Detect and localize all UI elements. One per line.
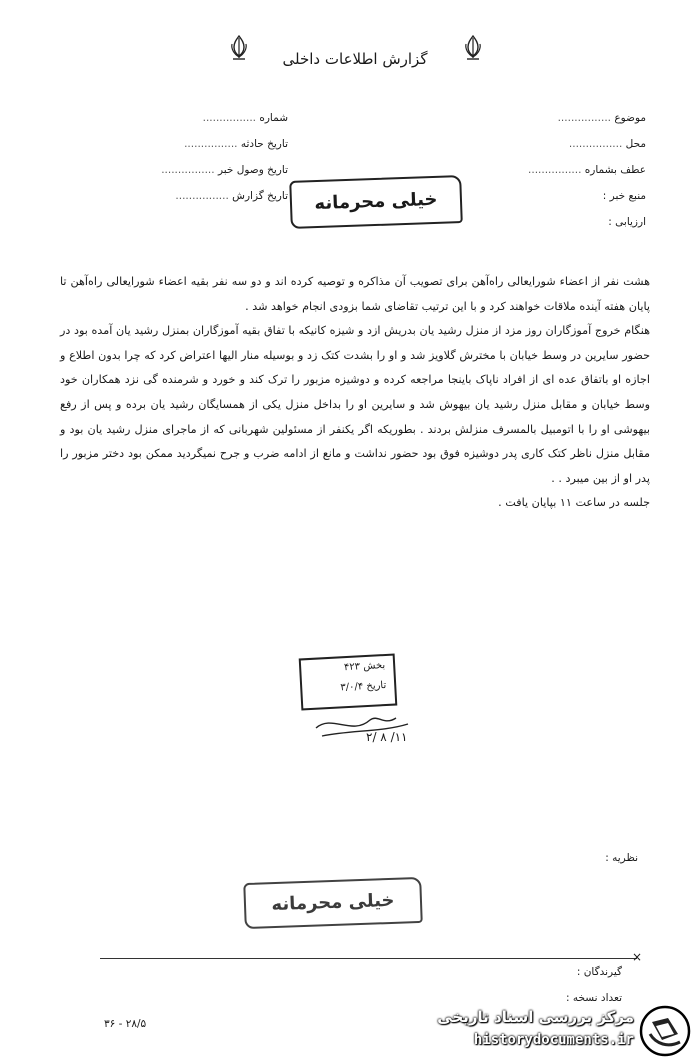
signature-number: ۲/ ۸ /۱۱	[366, 730, 408, 744]
opinion-label: نظریه :	[605, 852, 638, 864]
report-body	[60, 270, 650, 516]
field-number	[203, 112, 288, 124]
field-source	[603, 190, 646, 202]
field-reference	[528, 164, 646, 176]
field-label: عطف بشماره	[584, 164, 646, 176]
field-value: ................	[161, 164, 215, 176]
registration-number: بخش ۴۲۳	[343, 660, 386, 674]
field-evaluation	[608, 216, 646, 228]
field-value: ................	[568, 138, 623, 150]
field-value: ................	[202, 112, 257, 124]
registration-date: تاریخ ۳/۰/۴	[340, 680, 387, 694]
watermark	[410, 1000, 698, 1062]
field-incident-date	[184, 138, 288, 150]
field-label: محل	[625, 138, 646, 150]
recipients-label: گیرندگان :	[576, 966, 622, 978]
field-received-date	[161, 164, 288, 176]
field-location	[569, 138, 646, 150]
field-report-date	[175, 190, 288, 202]
body-paragraph: جلسه در ساعت ۱۱ بپایان یافت .	[498, 496, 650, 510]
watermark-url: historydocuments.ir	[473, 1032, 634, 1048]
field-label: منبع خبر :	[602, 190, 646, 202]
watermark-title: مرکز بررسی اسناد تاریخی	[437, 1008, 634, 1026]
body-paragraph: هشت نفر از اعضاء شورایعالی راه‌آهن برای تصویب آن مذاکره و توصیه کرده اند و دو سه نفر بقیه اعضاء شورایعالی راه‌آهن تا پایان هفته آینده ملاقات خواهند کرد و با این ترتیب تقاضای شما بزودی انجام خواهد شد .	[60, 275, 650, 313]
field-label: موضوع	[614, 112, 646, 124]
registration-stamp	[299, 654, 398, 711]
document-title: گزارش اطلاعات داخلی	[282, 50, 428, 68]
divider	[100, 958, 637, 959]
field-value: ................	[184, 138, 238, 150]
field-value: ................	[528, 164, 582, 176]
copies-label: تعداد نسخه :	[565, 992, 622, 1004]
form-code: ۳۶ - ۲۸/۵	[104, 1018, 147, 1030]
emblem-icon	[462, 34, 484, 60]
classification-stamp: خیلی محرمانه	[289, 175, 463, 229]
emblem-icon	[228, 34, 250, 60]
field-label: تاریخ وصول خبر	[217, 164, 288, 176]
field-subject	[558, 112, 646, 124]
body-paragraph: هنگام خروج آموزگاران روز مزد از منزل رشید یان بدریش ازد و شیزه کانیکه با تفاق بقیه آموزگاران بمنزل رشید یان آمده بود در حضور سایرین در وسط خیابان با مخترش گلاویز شد و او را بشدت کتک زد و بوسیله منار الیها اعتراض کرد که چرا بدون اطلاع و اجازه او باتفاق عده ای از افراد ناپاک باینجا مراجعه کرده و دوشیزه مزبور را ترک کند و خورد و شرمنده گی نزد همکاران خود وسط خیابان و مقابل منزل رشید یان بیهوش شد و سایرین او را بداخل منزل یکی از همسایگان رشید یان برده و پس از رفع بیهوشی او را با اتومبیل بالمسرف منزلش بردند . بطوریکه اگر یکنفر از مسئولین شهربانی که از ماجرای منزل رشید یان بود و مقابل منزل ناظر کتک کاری پدر دوشیزه فوق بود حضور نداشت و مانع از ادامه ضرب و جرح نمیگردید ممکن بود دختر مزبور را پدر او از بین میبرد . .	[60, 324, 650, 485]
field-label: تاریخ حادثه	[240, 138, 288, 150]
x-mark: ×	[632, 950, 643, 964]
field-value: ................	[557, 112, 611, 124]
archive-logo-icon	[638, 1004, 692, 1058]
field-value: ................	[175, 190, 229, 202]
field-label: تاریخ گزارش	[232, 190, 288, 202]
classification-stamp-bottom: خیلی محرمانه	[243, 877, 422, 929]
field-label: ارزیابی :	[608, 216, 646, 228]
field-label: شماره	[259, 112, 288, 124]
